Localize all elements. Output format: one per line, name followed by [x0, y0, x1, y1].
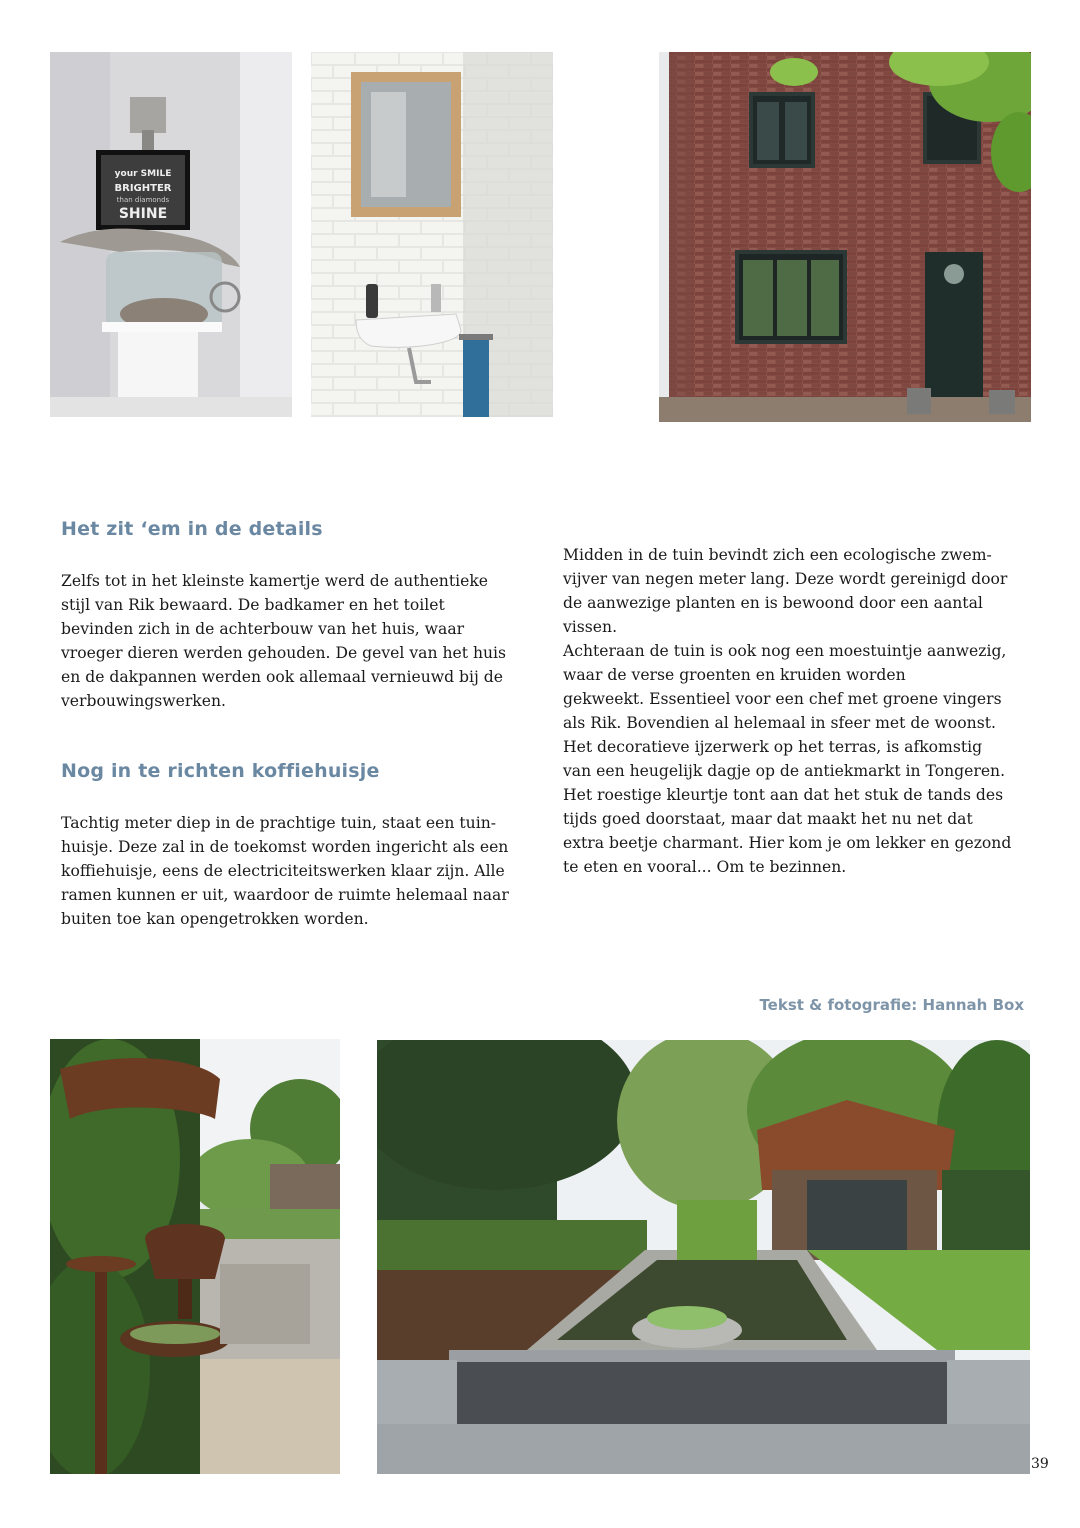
text-line: Tachtig meter diep in de prachtige tuin, staat een tuin-	[61, 814, 497, 832]
text-line: Het decoratieve ijzerwerk op het terras, is afkomstig	[563, 738, 983, 756]
paragraph-koffiehuisje	[61, 811, 509, 931]
text-line: van een heugelijk dagje op de antiekmarkt in Tongeren.	[563, 762, 1006, 780]
text-line: Zelfs tot in het kleinste kamertje werd de authentieke	[61, 572, 489, 590]
sign-line-2: BRIGHTER	[114, 183, 172, 194]
page-number: 39	[1031, 1456, 1049, 1472]
text-line: buiten toe kan opengetrokken worden.	[61, 910, 369, 928]
photo-garden-pond	[377, 1040, 1030, 1474]
text-line: bevinden zich in de achterbouw van het huis, waar	[61, 620, 465, 638]
photo-bathroom-sink	[311, 52, 553, 417]
text-line: vroeger dieren werden gehouden. De gevel van het huis	[61, 644, 507, 662]
text-line: en de dakpannen werden ook allemaal vernieuwd bij de	[61, 668, 504, 686]
paragraph-tuin	[563, 543, 1011, 879]
text-line: vijver van negen meter lang. Deze wordt gereinigd door	[563, 570, 1008, 588]
text-line: Midden in de tuin bevindt zich een ecologische zwem-	[563, 546, 992, 564]
text-line: Het roestige kleurtje tont aan dat het stuk de tands des	[563, 786, 1004, 804]
sign-line-1: your SMILE	[114, 169, 172, 179]
sign-line-4: SHINE	[118, 206, 168, 222]
photo-house-facade	[659, 52, 1031, 422]
text-line: stijl van Rik bewaard. De badkamer en het toilet	[61, 596, 445, 614]
section-heading-koffiehuisje: Nog in te richten koffiehuisje	[61, 760, 380, 782]
paragraph-details	[61, 569, 506, 713]
text-line: koffiehuisje, eens de electriciteitswerken klaar zijn. Alle	[61, 862, 505, 880]
text-line: als Rik. Bovendien al helemaal in sfeer met de woonst.	[563, 714, 996, 732]
photo-shelf-decor	[50, 52, 292, 417]
photo-credit: Tekst & fotografie: Hannah Box	[759, 996, 1024, 1014]
text-line: tijds goed doorstaat, maar dat maakt het nu net dat	[563, 810, 973, 828]
text-line: extra beetje charmant. Hier kom je om lekker en gezond	[563, 834, 1012, 852]
text-line: waar de verse groenten en kruiden worden	[563, 666, 906, 684]
text-line: gekweekt. Essentieel voor een chef met groene vingers	[563, 690, 1002, 708]
text-line: verbouwingswerken.	[61, 692, 226, 710]
text-line: Achteraan de tuin is ook nog een moestuintje aanwezig,	[563, 642, 1007, 660]
photo-garden-ornaments	[50, 1039, 340, 1474]
text-line: te eten en vooral... Om te bezinnen.	[563, 858, 847, 876]
sign-line-3: than diamonds	[116, 196, 170, 204]
text-line: ramen kunnen er uit, waardoor de ruimte helemaal naar	[61, 886, 509, 904]
text-line: huisje. Deze zal in de toekomst worden ingericht als een	[61, 838, 509, 856]
text-line: de aanwezige planten en is bewoond door een aantal	[563, 594, 983, 612]
text-line: vissen.	[563, 618, 618, 636]
section-heading-details: Het zit ‘em in de details	[61, 518, 323, 540]
